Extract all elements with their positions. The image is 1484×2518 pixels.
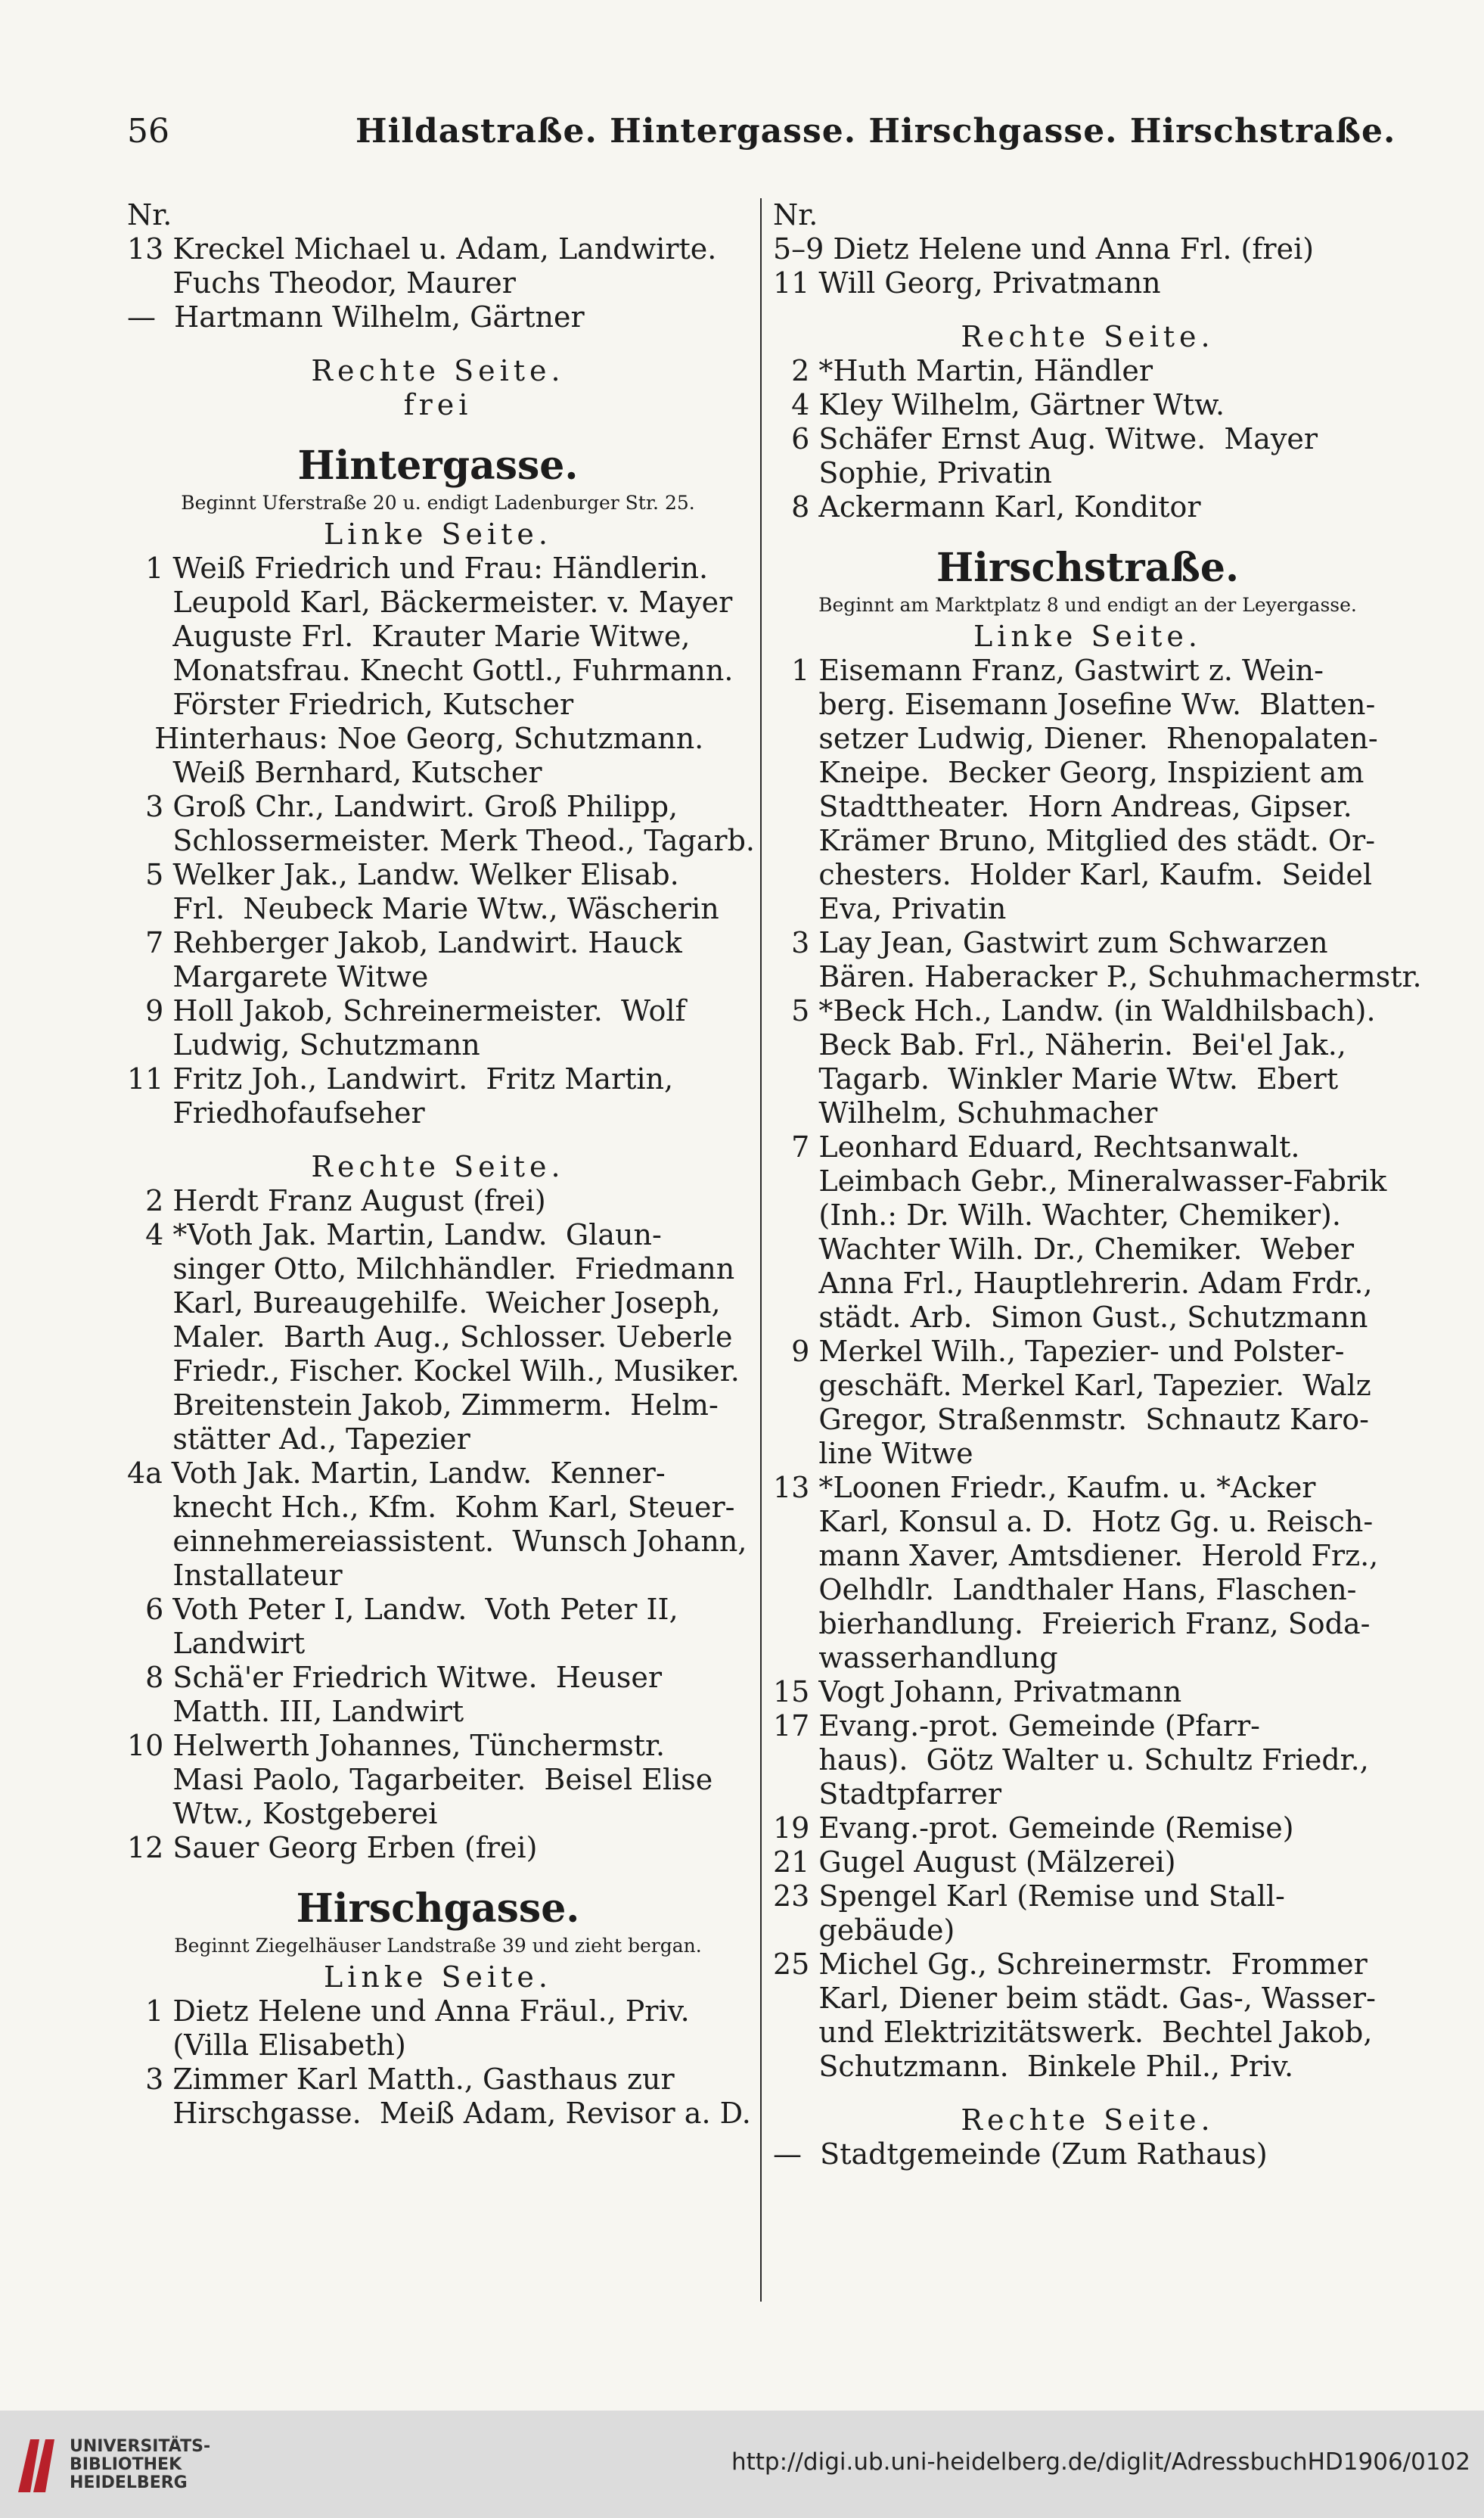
directory-entry-line: Förster Friedrich, Kutscher	[127, 688, 574, 721]
directory-entry-line: 6 Voth Peter I, Landw. Voth Peter II,	[127, 1593, 678, 1626]
directory-entry-line: und Elektrizitätswerk. Bechtel Jakob,	[773, 2016, 1373, 2049]
directory-entry-line: Auguste Frl. Krauter Marie Witwe,	[127, 620, 691, 653]
side-heading: Linke Seite.	[324, 518, 552, 551]
spacer	[127, 1865, 749, 1885]
directory-entry-line: stätter Ad., Tapezier	[127, 1422, 470, 1456]
directory-entry-line: singer Otto, Milchhändler. Friedmann	[127, 1252, 735, 1285]
street-description: Beginnt am Marktplatz 8 und endigt an der Leyergasse.	[818, 594, 1357, 616]
directory-entry-line: 9 Merkel Wilh., Tapezier- und Polster-	[773, 1335, 1345, 1368]
directory-entry-line: Schlossermeister. Merk Theod., Tagarb.	[127, 824, 755, 857]
directory-entry-line: 10 Helwerth Johannes, Tünchermstr.	[127, 1729, 666, 1762]
logo-line: UNIVERSITÄTS-	[70, 2437, 211, 2456]
spacer	[127, 334, 749, 354]
directory-entry-line: Ludwig, Schutzmann	[127, 1028, 480, 1062]
directory-entry-line: 11 Will Georg, Privatmann	[773, 266, 1161, 300]
directory-entry-line: 3 Groß Chr., Landwirt. Groß Philipp,	[127, 790, 678, 823]
directory-entry-line: Leupold Karl, Bäckermeister. v. Mayer	[127, 586, 733, 619]
directory-entry-line: 15 Vogt Johann, Privatmann	[773, 1675, 1182, 1708]
directory-entry-line: Karl, Diener beim städt. Gas-, Wasser-	[773, 1982, 1376, 2015]
viewer-footer	[0, 2411, 1484, 2518]
directory-entry-line: 13 Kreckel Michael u. Adam, Landwirte.	[127, 232, 717, 266]
directory-entry-line: einnehmereiassistent. Wunsch Johann,	[127, 1525, 747, 1558]
side-heading: Rechte Seite.	[961, 320, 1215, 353]
directory-entry-line: städt. Arb. Simon Gust., Schutzmann	[773, 1301, 1368, 1334]
directory-entry-line: 3 Zimmer Karl Matth., Gasthaus zur	[127, 2063, 675, 2096]
directory-entry-line: Leimbach Gebr., Mineralwasser-Fabrik	[773, 1164, 1387, 1198]
left-column	[127, 198, 755, 2131]
source-url-link[interactable]: http://digi.ub.uni-heidelberg.de/diglit/AdressbuchHD1906/0102	[731, 2448, 1470, 2476]
directory-entry-line: Hirschgasse. Meiß Adam, Revisor a. D.	[127, 2097, 751, 2130]
directory-entry-line: Sophie, Privatin	[773, 456, 1052, 490]
street-heading: Hirschgasse.	[296, 1885, 580, 1932]
street-heading: Hirschstraße.	[936, 545, 1240, 591]
page-number: 56	[127, 112, 169, 151]
directory-entry-line: 5 Welker Jak., Landw. Welker Elisab.	[127, 858, 679, 891]
spacer	[773, 300, 1402, 320]
spacer	[127, 422, 749, 442]
directory-entry-line: Nr.	[773, 198, 818, 232]
side-heading: Rechte Seite.	[311, 1150, 565, 1183]
directory-entry-line: 6 Schäfer Ernst Aug. Witwe. Mayer	[773, 422, 1318, 455]
street-description: Beginnt Uferstraße 20 u. endigt Ladenburger Str. 25.	[181, 492, 695, 514]
directory-entry-line: Karl, Konsul a. D. Hotz Gg. u. Reisch-	[773, 1505, 1374, 1538]
directory-entry-line: Installateur	[127, 1559, 343, 1592]
spacer	[773, 2084, 1402, 2103]
directory-entry-line: Weiß Bernhard, Kutscher	[127, 756, 542, 789]
directory-entry-line: haus). Götz Walter u. Schultz Friedr.,	[773, 1743, 1369, 1777]
directory-entry-line: Margarete Witwe	[127, 960, 429, 993]
library-logo-text	[70, 2438, 210, 2492]
directory-entry-line: 2 *Huth Martin, Händler	[773, 354, 1153, 387]
directory-entry-line: 5–9 Dietz Helene und Anna Frl. (frei)	[773, 232, 1315, 266]
directory-entry-line: Friedr., Fischer. Kockel Wilh., Musiker.	[127, 1354, 740, 1388]
directory-entry-line: 7 Leonhard Eduard, Rechtsanwalt.	[773, 1130, 1300, 1164]
side-heading: frei	[403, 388, 473, 421]
directory-entry-line: 8 Ackermann Karl, Konditor	[773, 490, 1201, 524]
directory-entry-line: gebäude)	[773, 1913, 955, 1947]
directory-entry-line: Wtw., Kostgeberei	[127, 1797, 438, 1830]
directory-entry-line: — Hartmann Wilhelm, Gärtner	[127, 300, 585, 334]
logo-line: HEIDELBERG	[70, 2473, 188, 2492]
directory-entry-line: Krämer Bruno, Mitglied des städt. Or-	[773, 824, 1376, 857]
directory-entry-line: Eva, Privatin	[773, 892, 1007, 925]
directory-entry-line: Anna Frl., Hauptlehrerin. Adam Frdr.,	[773, 1267, 1373, 1300]
directory-entry-line: Beck Bab. Frl., Näherin. Bei'el Jak.,	[773, 1028, 1346, 1062]
directory-entry-line: 2 Herdt Franz August (frei)	[127, 1184, 546, 1217]
directory-entry-line: 3 Lay Jean, Gastwirt zum Schwarzen	[773, 926, 1328, 959]
directory-entry-line: 8 Schä'er Friedrich Witwe. Heuser	[127, 1661, 663, 1694]
directory-entry-line: 13 *Loonen Friedr., Kaufm. u. *Acker	[773, 1471, 1316, 1504]
directory-entry-line: 19 Evang.-prot. Gemeinde (Remise)	[773, 1811, 1294, 1845]
directory-entry-line: 4 Kley Wilhelm, Gärtner Wtw.	[773, 388, 1225, 421]
directory-entry-line: Gregor, Straßenmstr. Schnautz Karo-	[773, 1403, 1369, 1436]
directory-entry-line: Tagarb. Winkler Marie Wtw. Ebert	[773, 1062, 1339, 1096]
directory-entry-line: Masi Paolo, Tagarbeiter. Beisel Elise	[127, 1763, 713, 1796]
directory-entry-line: 5 *Beck Hch., Landw. (in Waldhilsbach).	[773, 994, 1376, 1027]
directory-entry-line: line Witwe	[773, 1437, 973, 1470]
directory-entry-line: Frl. Neubeck Marie Wtw., Wäscherin	[127, 892, 719, 925]
directory-entry-line: Schutzmann. Binkele Phil., Priv.	[773, 2050, 1294, 2083]
directory-entry-line: 23 Spengel Karl (Remise und Stall-	[773, 1879, 1285, 1913]
directory-entry-line: Hinterhaus: Noe Georg, Schutzmann.	[127, 722, 704, 755]
side-heading: Linke Seite.	[324, 1960, 552, 1994]
directory-entry-line: (Inh.: Dr. Wilh. Wachter, Chemiker).	[773, 1198, 1341, 1232]
directory-entry-line: Stadtpfarrer	[773, 1777, 1001, 1811]
directory-entry-line: 1 Eisemann Franz, Gastwirt z. Wein-	[773, 654, 1324, 687]
right-column	[773, 198, 1422, 2171]
directory-entry-line: Monatsfrau. Knecht Gottl., Fuhrmann.	[127, 654, 734, 687]
spacer	[773, 524, 1402, 544]
side-heading: Rechte Seite.	[961, 2103, 1215, 2137]
library-logo-icon	[14, 2433, 59, 2497]
directory-entry-line: chesters. Holder Karl, Kaufm. Seidel	[773, 858, 1373, 891]
side-heading: Linke Seite.	[973, 620, 1202, 653]
directory-entry-line: 1 Dietz Helene und Anna Fräul., Priv.	[127, 1994, 690, 2028]
directory-entry-line: setzer Ludwig, Diener. Rhenopalaten-	[773, 722, 1378, 755]
directory-entry-line: Stadttheater. Horn Andreas, Gipser.	[773, 790, 1352, 823]
directory-entry-line: Matth. III, Landwirt	[127, 1695, 464, 1728]
directory-entry-line: 25 Michel Gg., Schreinermstr. Frommer	[773, 1948, 1368, 1981]
directory-entry-line: Wachter Wilh. Dr., Chemiker. Weber	[773, 1233, 1354, 1266]
directory-entry-line: (Villa Elisabeth)	[127, 2028, 406, 2062]
directory-entry-line: Karl, Bureaugehilfe. Weicher Joseph,	[127, 1286, 721, 1320]
directory-entry-line: Fuchs Theodor, Maurer	[127, 266, 516, 300]
directory-entry-line: Kneipe. Becker Georg, Inspizient am	[773, 756, 1364, 789]
directory-entry-line: 4a Voth Jak. Martin, Landw. Kenner-	[127, 1456, 666, 1490]
side-heading: Rechte Seite.	[311, 354, 565, 387]
street-description: Beginnt Ziegelhäuser Landstraße 39 und zieht bergan.	[174, 1935, 702, 1957]
directory-entry-line: berg. Eisemann Josefine Ww. Blatten-	[773, 688, 1376, 721]
directory-entry-line: 21 Gugel August (Mälzerei)	[773, 1845, 1176, 1879]
directory-entry-line: bierhandlung. Freierich Franz, Soda-	[773, 1607, 1371, 1640]
directory-entry-line: Maler. Barth Aug., Schlosser. Ueberle	[127, 1320, 733, 1354]
directory-entry-line: Nr.	[127, 198, 172, 232]
directory-entry-line: Friedhofaufseher	[127, 1096, 425, 1130]
directory-entry-line: 17 Evang.-prot. Gemeinde (Pfarr-	[773, 1709, 1260, 1742]
directory-entry-line: Wilhelm, Schuhmacher	[773, 1096, 1158, 1130]
running-title: Hildastraße. Hintergasse. Hirschgasse. Hirschstraße.	[355, 112, 1396, 151]
directory-entry-line: knecht Hch., Kfm. Kohm Karl, Steuer-	[127, 1491, 735, 1524]
spacer	[127, 1130, 749, 1150]
directory-entry-line: 9 Holl Jakob, Schreinermeister. Wolf	[127, 994, 686, 1027]
directory-entry-line: 7 Rehberger Jakob, Landwirt. Hauck	[127, 926, 682, 959]
directory-entry-line: 1 Weiß Friedrich und Frau: Händlerin.	[127, 552, 709, 585]
directory-entry-line: Bären. Haberacker P., Schuhmachermstr.	[773, 960, 1422, 993]
directory-entry-line: 11 Fritz Joh., Landwirt. Fritz Martin,	[127, 1062, 674, 1096]
street-heading: Hintergasse.	[297, 443, 579, 489]
logo-line: BIBLIOTHEK	[70, 2455, 182, 2474]
directory-entry-line: wasserhandlung	[773, 1641, 1058, 1674]
directory-entry-line: Landwirt	[127, 1627, 306, 1660]
directory-entry-line: 12 Sauer Georg Erben (frei)	[127, 1831, 538, 1864]
directory-entry-line: — Stadtgemeinde (Zum Rathaus)	[773, 2137, 1268, 2171]
directory-entry-line: mann Xaver, Amtsdiener. Herold Frz.,	[773, 1539, 1379, 1572]
column-divider	[760, 198, 762, 2302]
directory-entry-line: geschäft. Merkel Karl, Tapezier. Walz	[773, 1369, 1371, 1402]
directory-entry-line: Breitenstein Jakob, Zimmerm. Helm-	[127, 1388, 719, 1422]
directory-entry-line: Oelhdlr. Landthaler Hans, Flaschen-	[773, 1573, 1357, 1606]
directory-entry-line: 4 *Voth Jak. Martin, Landw. Glaun-	[127, 1218, 662, 1251]
